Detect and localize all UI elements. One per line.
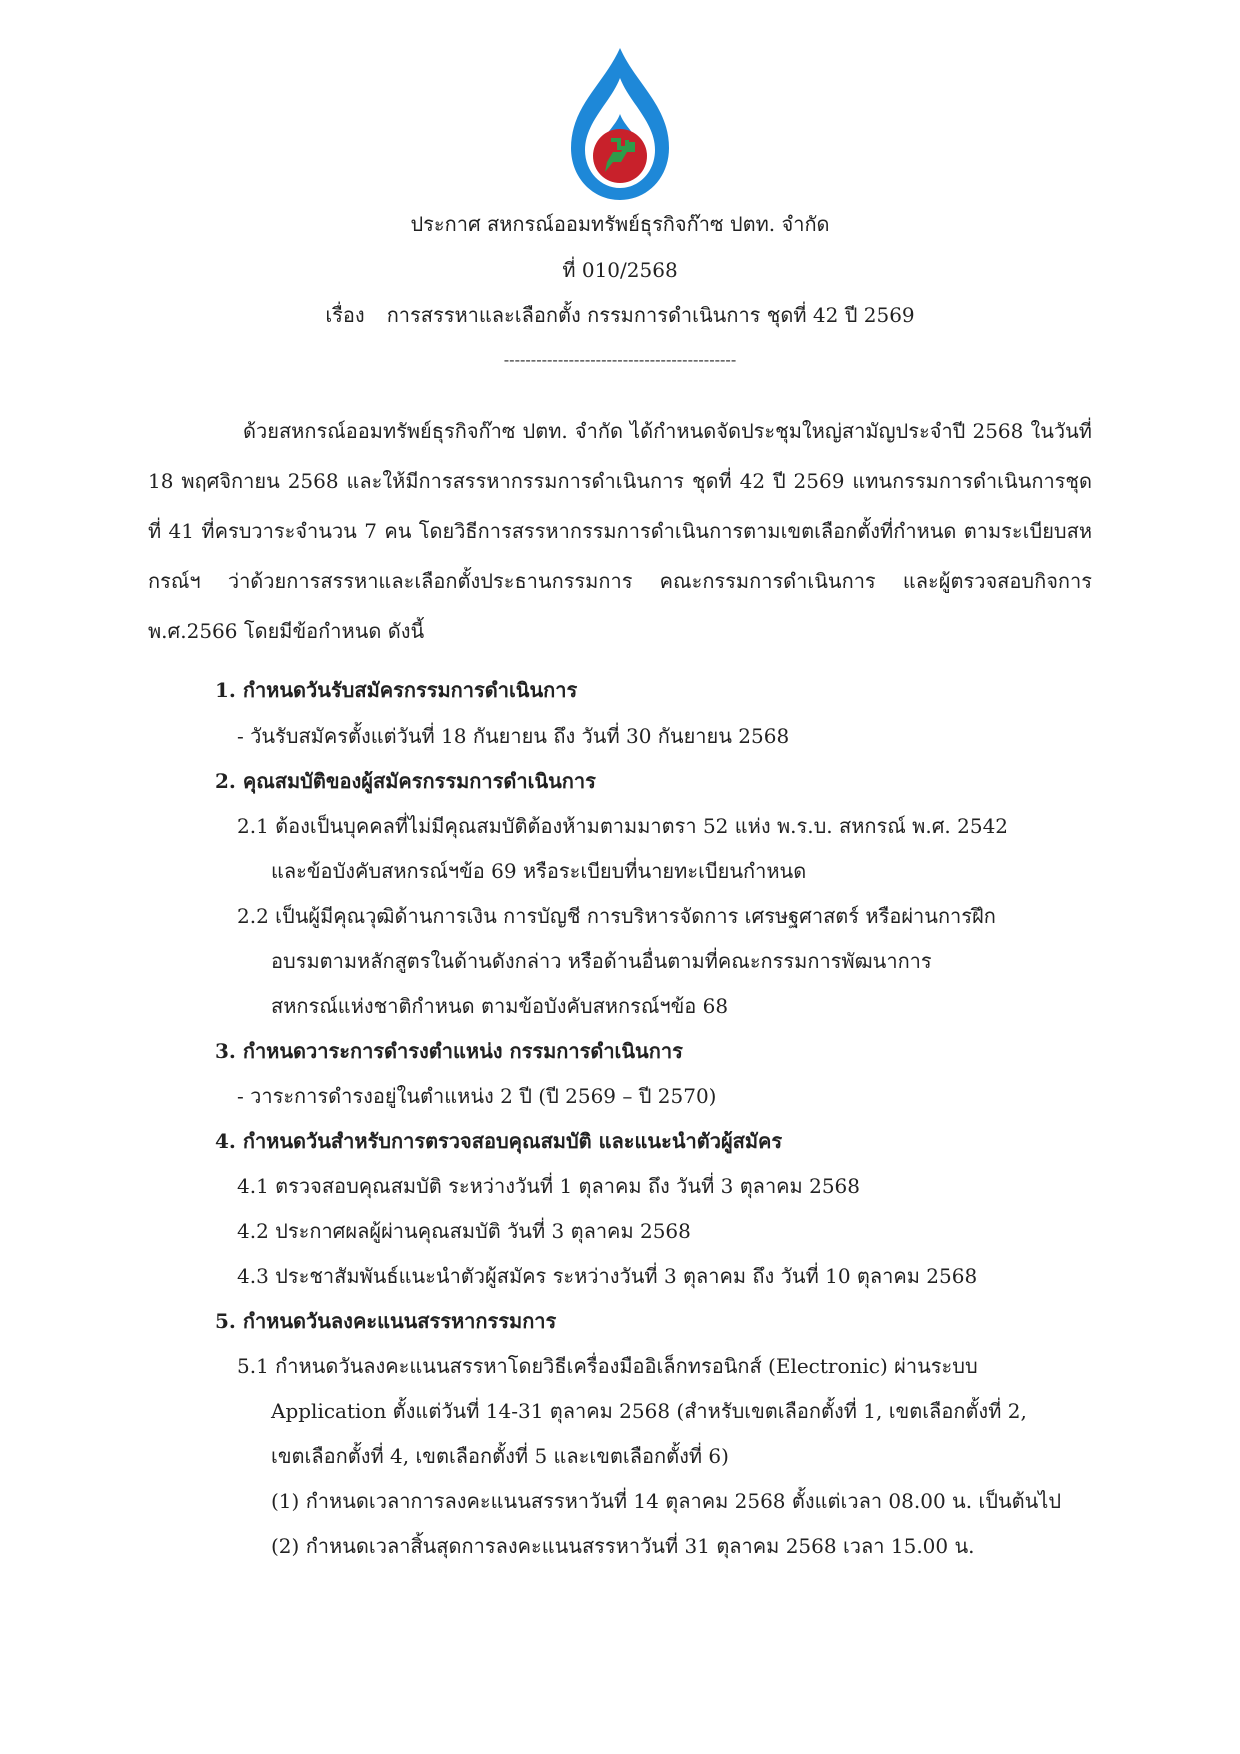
section-2-title: 2. คุณสมบัติของผู้สมัครกรรมการดำเนินการ [215,769,596,793]
section-4-item-2: 4.2 ประกาศผลผู้ผ่านคุณสมบัติ วันที่ 3 ตุลาคม 2568 [237,1219,691,1243]
subject-text: การสรรหาและเลือกตั้ง กรรมการดำเนินการ ชุดที่ 42 ปี 2569 [386,303,915,327]
intro-paragraph [148,406,1092,656]
section-2-item-2-cont-2: สหกรณ์แห่งชาติกำหนด ตามข้อบังคับสหกรณ์ฯข้อ 68 [271,994,729,1018]
cooperative-logo-icon [561,44,679,204]
section-5-item-1-cont-2: เขตเลือกตั้งที่ 4, เขตเลือกตั้งที่ 5 และเขตเลือกตั้งที่ 6) [271,1444,729,1468]
header-divider: ------------------------------------------- [503,350,737,369]
section-5-sub-2: (2) กำหนดเวลาสิ้นสุดการลงคะแนนสรรหาวันที่ 31 ตุลาคม 2568 เวลา 15.00 น. [271,1534,975,1558]
section-5-item-1-cont: Application ตั้งแต่วันที่ 14-31 ตุลาคม 2568 (สำหรับเขตเลือกตั้งที่ 1, เขตเลือกตั้งที่ 2, [271,1399,1027,1423]
section-3-line-1: - วาระการดำรงอยู่ในตำแหน่ง 2 ปี (ปี 2569 – ปี 2570) [237,1084,717,1108]
section-3-title: 3. กำหนดวาระการดำรงตำแหน่ง กรรมการดำเนินการ [215,1039,683,1063]
subject-label: เรื่อง [325,303,365,327]
section-5-sub-1: (1) กำหนดเวลาการลงคะแนนสรรหาวันที่ 14 ตุลาคม 2568 ตั้งแต่เวลา 08.00 น. เป็นต้นไป [271,1489,1062,1513]
section-5-title: 5. กำหนดวันลงคะแนนสรรหากรรมการ [215,1309,557,1333]
announcement-subject [0,301,1240,329]
section-2-item-1-cont: และข้อบังคับสหกรณ์ฯข้อ 69 หรือระเบียบที่นายทะเบียนกำหนด [271,859,807,883]
announcement-title: ประกาศ สหกรณ์ออมทรัพย์ธุรกิจก๊าซ ปตท. จำกัด [410,212,830,236]
section-1-title: 1. กำหนดวันรับสมัครกรรมการดำเนินการ [215,678,578,702]
section-4-title: 4. กำหนดวันสำหรับการตรวจสอบคุณสมบัติ และแนะนำตัวผู้สมัคร [215,1129,783,1153]
section-4-item-1: 4.1 ตรวจสอบคุณสมบัติ ระหว่างวันที่ 1 ตุลาคม ถึง วันที่ 3 ตุลาคม 2568 [237,1174,860,1198]
section-5-item-1: 5.1 กำหนดวันลงคะแนนสรรหาโดยวิธีเครื่องมืออิเล็กทรอนิกส์ (Electronic) ผ่านระบบ [237,1354,978,1378]
section-1-line-1: - วันรับสมัครตั้งแต่วันที่ 18 กันยายน ถึง วันที่ 30 กันยายน 2568 [237,724,790,748]
section-2-item-2-cont: อบรมตามหลักสูตรในด้านดังกล่าว หรือด้านอื่นตามที่คณะกรรมการพัฒนาการ [271,949,932,973]
announcement-number: ที่ 010/2568 [562,258,678,282]
intro-text: ด้วยสหกรณ์ออมทรัพย์ธุรกิจก๊าซ ปตท. จำกัด ได้กำหนดจัดประชุมใหญ่สามัญประจำปี 2568 ในวันที่ 18 พฤศจิกายน 2568 และให้มีการสรรหากรรมการดำเนินการ ชุดที่ 42 ปี 2569 แทนกรรมการดำเนินการชุดที่ 41 ที่ครบวาระจำนวน 7 คน โดยวิธีการสรรหากรรมการดำเนินการตามเขตเลือกตั้งที่กำหนด ตามระเบียบสหกรณ์ฯ ว่าด้วยการสรรหาและเลือกตั้งประธานกรรมการ คณะกรรมการดำเนินการ และผู้ตรวจสอบกิจการ พ.ศ.2566 โดยมีข้อกำหนด ดังนี้ [148,419,1092,643]
section-2-item-1: 2.1 ต้องเป็นบุคคลที่ไม่มีคุณสมบัติต้องห้ามตามมาตรา 52 แห่ง พ.ร.บ. สหกรณ์ พ.ศ. 2542 [237,814,1009,838]
section-2-item-2: 2.2 เป็นผู้มีคุณวุฒิด้านการเงิน การบัญชี การบริหารจัดการ เศรษฐศาสตร์ หรือผ่านการฝึก [237,904,996,928]
section-4-item-3: 4.3 ประชาสัมพันธ์แนะนำตัวผู้สมัคร ระหว่างวันที่ 3 ตุลาคม ถึง วันที่ 10 ตุลาคม 2568 [237,1264,978,1288]
